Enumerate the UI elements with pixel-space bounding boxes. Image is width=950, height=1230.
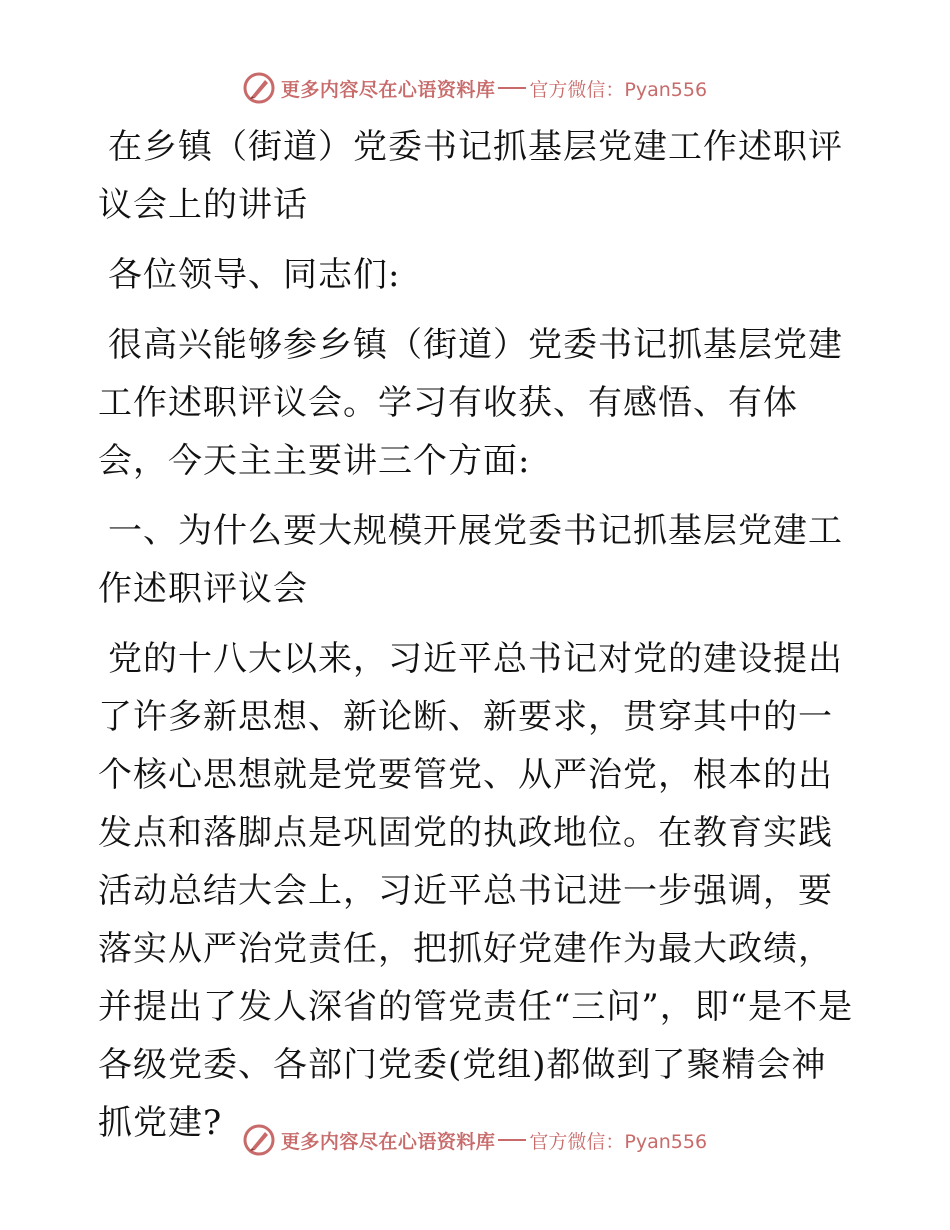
intro-paragraph: 很高兴能够参乡镇（街道）党委书记抓基层党建工作述职评议会。学习有收获、有感悟、有体会，今天主主要讲三个方面:	[98, 325, 843, 481]
document-body	[98, 118, 858, 1164]
document-title: 在乡镇（街道）党委书记抓基层党建工作述职评议会上的讲话	[98, 127, 843, 225]
section-heading: 一、为什么要大规模开展党委书记抓基层党建工作述职评议会	[98, 511, 843, 609]
watermark-dash	[498, 87, 526, 89]
body-paragraph: 党的十八大以来，习近平总书记对党的建设提出了许多新思想、新论断、新要求，贯穿其中的一个核心思想就是党要管党、从严治党，根本的出发点和落脚点是巩固党的执政地位。在教育实践活动总结大会上，习近平总书记进一步强调，要落实从严治党责任，把抓好党建作为最大政绩，并提出了发人深省的管党责任“三问”，即“是不是各级党委、各部门党委(党组)都做到了聚精会神抓党建?	[98, 639, 854, 1143]
watermark-dash	[498, 1139, 526, 1141]
watermark-brand: 更多内容尽在心语资料库	[280, 1130, 496, 1153]
pen-logo-icon	[243, 1124, 275, 1156]
salutation: 各位领导、同志们:	[108, 255, 401, 295]
footer-watermark	[0, 1120, 950, 1160]
watermark-brand: 更多内容尽在心语资料库	[280, 78, 496, 101]
watermark-contact: 官方微信：Pyan556	[529, 78, 708, 101]
header-watermark	[0, 68, 950, 108]
pen-logo-icon	[243, 72, 275, 104]
watermark-contact: 官方微信：Pyan556	[529, 1130, 708, 1153]
